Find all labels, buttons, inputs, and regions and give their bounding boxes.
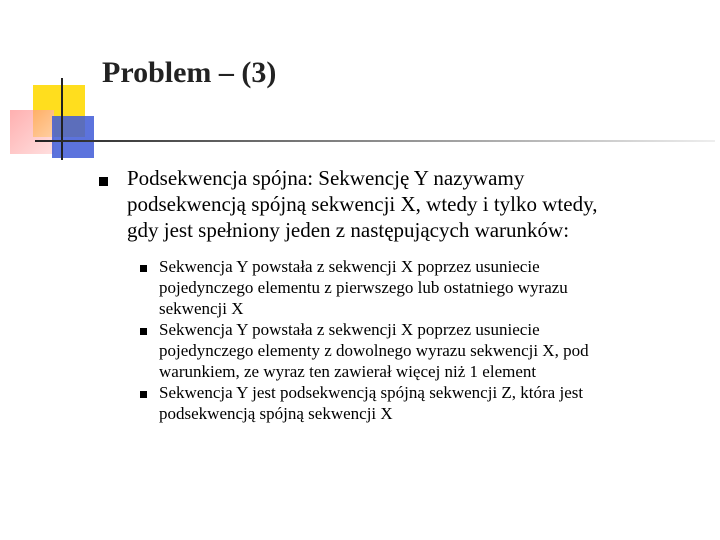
- condition-line: pojedynczego elementu z pierwszego lub ostatniego wyrazu: [159, 278, 568, 297]
- decor-vertical-rule: [61, 78, 63, 160]
- condition-line: Sekwencja Y powstała z sekwencji X poprzez usuniecie: [159, 257, 540, 276]
- condition-item: [140, 319, 700, 382]
- condition-line: sekwencji X: [159, 299, 244, 318]
- condition-item: [140, 382, 700, 424]
- main-point-text: [127, 165, 687, 243]
- square-bullet-icon: [99, 177, 108, 186]
- conditions-list: [140, 256, 700, 424]
- main-point-line: Podsekwencja spójna: Sekwencję Y nazywamy: [127, 166, 525, 190]
- condition-line: Sekwencja Y powstała z sekwencji X poprzez usuniecie: [159, 320, 540, 339]
- decor-blue-square: [52, 116, 94, 158]
- square-bullet-icon: [140, 328, 147, 335]
- condition-item: [140, 256, 700, 319]
- square-bullet-icon: [140, 391, 147, 398]
- main-point-line: podsekwencją spójną sekwencji X, wtedy i tylko wtedy,: [127, 192, 598, 216]
- condition-line: podsekwencją spójną sekwencji X: [159, 404, 393, 423]
- condition-line: pojedynczego elementy z dowolnego wyrazu sekwencji X, pod: [159, 341, 589, 360]
- main-point-line: gdy jest spełniony jeden z następujących warunków:: [127, 218, 570, 242]
- slide-title: Problem – (3): [102, 56, 277, 89]
- title-underline-rule: [35, 140, 715, 142]
- square-bullet-icon: [140, 265, 147, 272]
- condition-line: Sekwencja Y jest podsekwencją spójną sekwencji Z, która jest: [159, 383, 584, 402]
- condition-line: warunkiem, ze wyraz ten zawierał więcej niż 1 element: [159, 362, 537, 381]
- decor-fade-overlay: [10, 110, 54, 154]
